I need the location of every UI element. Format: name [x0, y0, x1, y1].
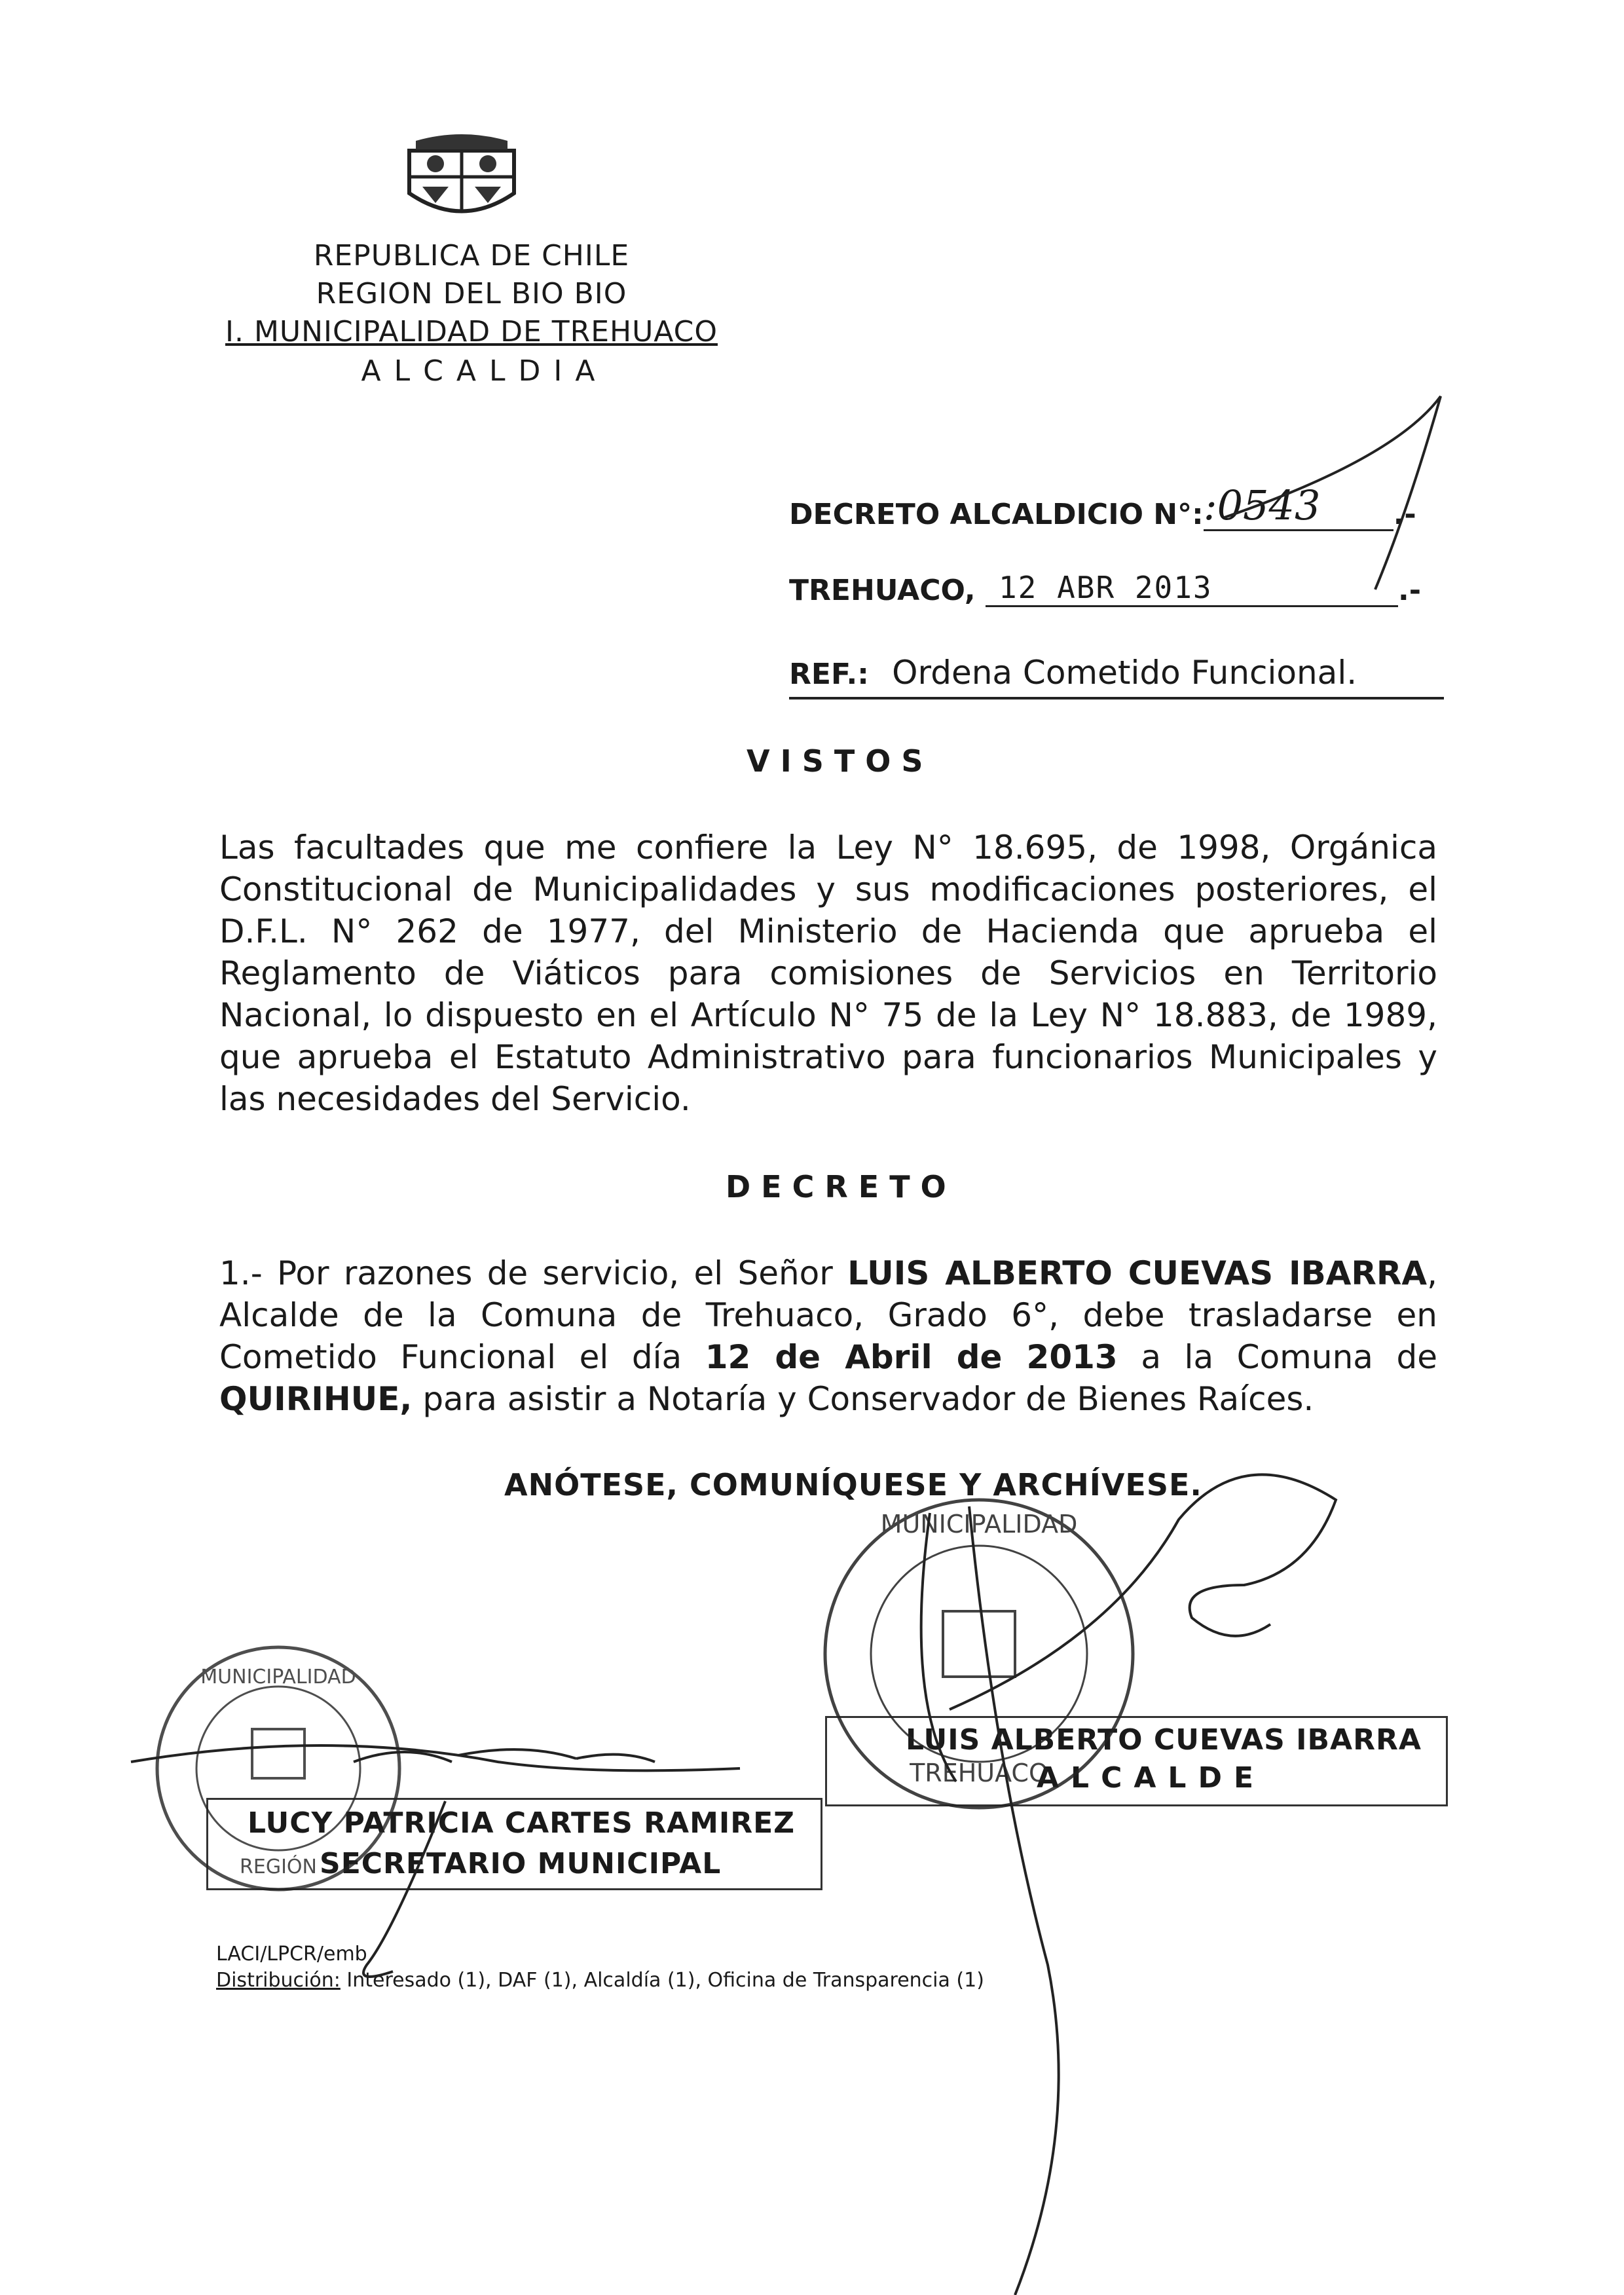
footer-initials: LACI/LPCR/emb	[216, 1943, 367, 1966]
date-suffix: .-	[1397, 574, 1421, 607]
secretary-seal-stamp	[157, 1647, 399, 1890]
alcalde-title: ALCALDE	[1037, 1761, 1266, 1795]
secretary-title: SECRETARIO MUNICIPAL	[320, 1847, 722, 1880]
svg-text:TREHUACO: TREHUACO	[910, 1759, 1048, 1787]
header-republic: REPUBLICA DE CHILE	[313, 239, 630, 272]
date-stamp: 12 ABR 2013	[986, 570, 1398, 607]
ref-text: Ordena Cometido Funcional.	[892, 654, 1357, 692]
decree-number-label: DECRETO ALCALDICIO N°:	[789, 498, 1204, 531]
distribution-label: Distribución:	[216, 1969, 341, 1992]
secretary-signature-loop	[363, 1801, 445, 1977]
decree-number-check-mark	[1225, 396, 1441, 589]
svg-text:MUNICIPALIDAD: MUNICIPALIDAD	[880, 1510, 1078, 1539]
decreto-person-name: LUIS ALBERTO CUEVAS IBARRA	[847, 1254, 1428, 1292]
decreto-commune: QUIRIHUE,	[219, 1380, 413, 1418]
decreto-text-3: a la Comuna de	[1117, 1338, 1437, 1376]
header-municipality: I. MUNICIPALIDAD DE TREHUACO	[225, 315, 718, 348]
municipal-seal-stamp	[825, 1500, 1133, 1808]
vistos-paragraph: Las facultades que me confiere la Ley N° 18.695, de 1998, Orgánica Constitucional de Municipalidades y sus modificaciones posteriores, el D.F.L. N° 262 de 1977, del Ministerio de Hacienda que aprueba el Reglamento de Viáticos para comisiones de Servicios en Territorio Nacional, lo dispuesto en el Artículo N° 75 de la Ley N° 18.883, de 1989, que aprueba el Estatuto Administrativo para funcionarios Municipales y las necesidades del Servicio.	[219, 829, 1437, 1118]
svg-text:REGIÓN: REGIÓN	[240, 1856, 317, 1878]
header-region: REGION DEL BIO BIO	[316, 277, 627, 310]
decreto-text-4: para asistir a Notaría y Conservador de Bienes Raíces.	[412, 1380, 1314, 1418]
decreto-text-2: , Alcalde de la Comuna de Trehuaco, Grado 6°, debe trasladarse en Cometido Funcional el día	[219, 1254, 1437, 1376]
svg-text:MUNICIPALIDAD: MUNICIPALIDAD	[200, 1666, 356, 1689]
decreto-text-1: 1.- Por razones de servicio, el Señor	[219, 1254, 848, 1292]
distribution-text: Interesado (1), DAF (1), Alcaldía (1), Oficina de Transparencia (1)	[340, 1969, 984, 1992]
header-office: ALCALDIA	[361, 354, 608, 388]
decreto-date: 12 de Abril de 2013	[705, 1338, 1118, 1376]
secretary-handwritten-signature	[131, 1745, 740, 1770]
closing-formula: ANÓTESE, COMUNÍQUESE Y ARCHÍVESE.	[504, 1467, 1202, 1502]
secretary-name: LUCY PATRICIA CARTES RAMIREZ	[248, 1806, 796, 1840]
vistos-heading: VISTOS	[747, 743, 934, 779]
decree-number-suffix: .-	[1393, 498, 1416, 531]
alcalde-name: LUIS ALBERTO CUEVAS IBARRA	[906, 1723, 1422, 1757]
ref-label: REF.:	[789, 658, 869, 691]
decree-number-value: :0543	[1204, 481, 1393, 531]
decreto-heading: DECRETO	[726, 1169, 957, 1204]
place-label: TREHUACO,	[789, 574, 976, 607]
